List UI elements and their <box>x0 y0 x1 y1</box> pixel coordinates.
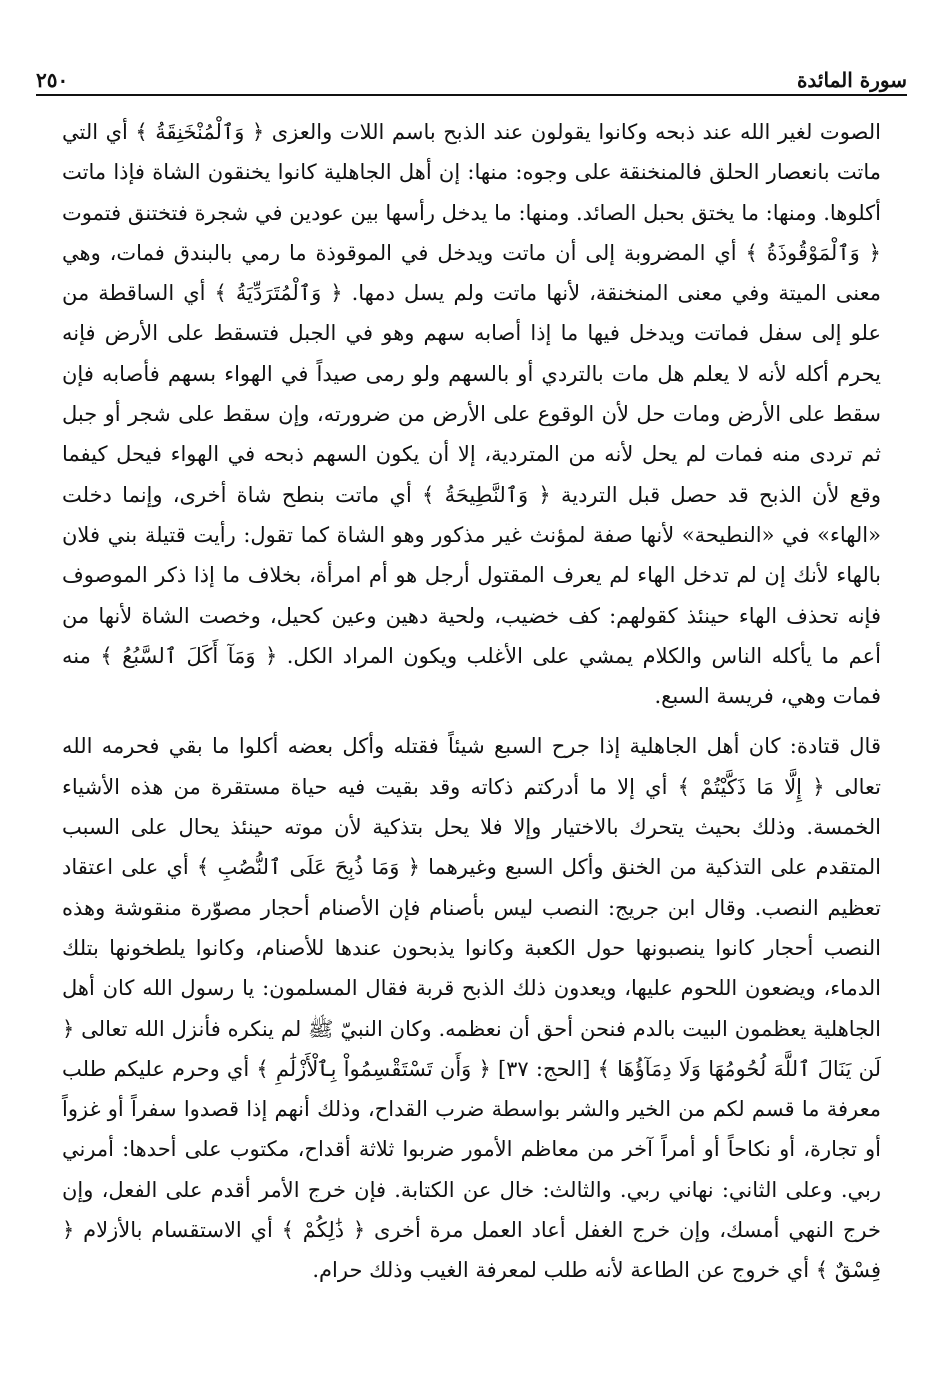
header-rule <box>36 94 907 96</box>
surah-title: سورة المائدة <box>796 68 907 92</box>
paragraph-1: الصوت لغير الله عند ذبحه وكانوا يقولون عند الذبح باسم اللات والعزى ﴿ وَٱلْمُنْخَنِقَةُ ﴾ أي التي ماتت بانعصار الحلق فالمنخنقة على وجوه: منها: إن أهل الجاهلية كانوا يخنقون الشاة فإذا ماتت أكلوها. ومنها: ما يختق بحبل الصائد. ومنها: ما يدخل رأسها بين عودين في شجرة فتختنق فتموت ﴿ وَٱلْمَوْقُوذَةُ ﴾ أي المضروبة إلى أن ماتت ويدخل في الموقوذة ما رمي بالبندق فمات، وهي معنى الميتة وفي معنى المنخنقة، لأنها ماتت ولم يسل دمها. ﴿ وَٱلْمُتَرَدِّيَةُ ﴾ أي الساقطة من علو إلى سفل فماتت ويدخل فيها ما إذا أصابه سهم وهو في الجبل فتسقط على الأرض فإنه يحرم أكله لأنه لا يعلم هل مات بالتردي أو بالسهم ولو رمى صيداً في الهواء بسهم فأصابه فإن سقط على الأرض ومات حل لأن الوقوع على الأرض من ضرورته، وإن سقط على شجر أو جبل ثم تردى منه فمات لم يحل لأنه من المتردية، إلا أن يكون السهم ذبحه في الهواء فيحل كيفما وقع لأن الذبح قد حصل قبل التردية ﴿ وَٱلنَّطِيحَةُ ﴾ أي ماتت بنطح شاة أخرى، وإنما دخلت «الهاء» في «النطيحة» لأنها صفة لمؤنث غير مذكور وهو الشاة كما تقول: رأيت قتيلة بني فلان بالهاء لأنك إن لم تدخل الهاء لم يعرف المقتول أرجل هو أم امرأة، بخلاف ما إذا ذكر الموصوف فإنه تحذف الهاء حينئذ كقولهم: كف خضيب، ولحية دهين وعين كحيل، وخصت الشاة لأنها من أعم ما يأكله الناس والكلام يمشي على الأغلب ويكون المراد الكل. ﴿ وَمَآ أَكَلَ ٱلسَّبُعُ ﴾ منه فمات وهي، فريسة السبع. <box>62 120 881 709</box>
paragraph-2: قال قتادة: كان أهل الجاهلية إذا جرح السبع شيئاً فقتله وأكل بعضه أكلوا ما بقي فحرمه الله تعالى ﴿ إِلَّا مَا ذَكَّيْتُمْ ﴾ أي إلا ما أدركتم ذكاته وقد بقيت فيه حياة مستقرة من هذه الأشياء الخمسة. وذلك بحيث يتحرك بالاختيار وإلا فلا يحل بتذكية لأن موته حينئذ يحال على السبب المتقدم على التذكية من الخنق وأكل السبع وغيرهما ﴿ وَمَا ذُبِحَ عَلَى ٱلنُّصُبِ ﴾ أي على اعتقاد تعظيم النصب. وقال ابن جريج: النصب ليس بأصنام فإن الأصنام أحجار مصوّرة منقوشة وهذه النصب أحجار كانوا ينصبونها حول الكعبة وكانوا يذبحون عندها للأصنام، وكانوا يلطخونها بتلك الدماء، ويضعون اللحوم عليها، ويعدون ذلك الذبح قربة فقال المسلمون: يا رسول الله كان أهل الجاهلية يعظمون البيت بالدم فنحن أحق أن نعظمه. وكان النبيّ ﷺ لم ينكره فأنزل الله تعالى ﴿ لَن يَنَالَ ٱللَّهَ لُحُومُهَا وَلَا دِمَآؤُهَا ﴾ [الحج: ٣٧] ﴿ وَأَن تَسْتَقْسِمُواْ بِٱلْأَزْلَٰمِ ﴾ أي وحرم عليكم طلب معرفة ما قسم لكم من الخير والشر بواسطة ضرب القداح، وذلك أنهم إذا قصدوا سفراً أو غزواً أو تجارة، أو نكاحاً أو أمراً آخر من معاظم الأمور ضربوا ثلاثة أقداح، مكتوب على أحدها: أمرني ربي. وعلى الثاني: نهاني ربي. والثالث: خال عن الكتابة. فإن خرج الأمر أقدم على الفعل، وإن خرج النهي أمسك، وإن خرج الغفل أعاد العمل مرة أخرى ﴿ ذَٰلِكُمْ ﴾ أي الاستقسام بالأزلام ﴿ فِسْقٌ ﴾ أي خروج عن الطاعة لأنه طلب لمعرفة الغيب وذلك حرام. <box>62 734 881 1283</box>
running-header <box>36 58 907 92</box>
page-number: ٢٥٠ <box>36 68 69 92</box>
body-text <box>62 112 881 1291</box>
